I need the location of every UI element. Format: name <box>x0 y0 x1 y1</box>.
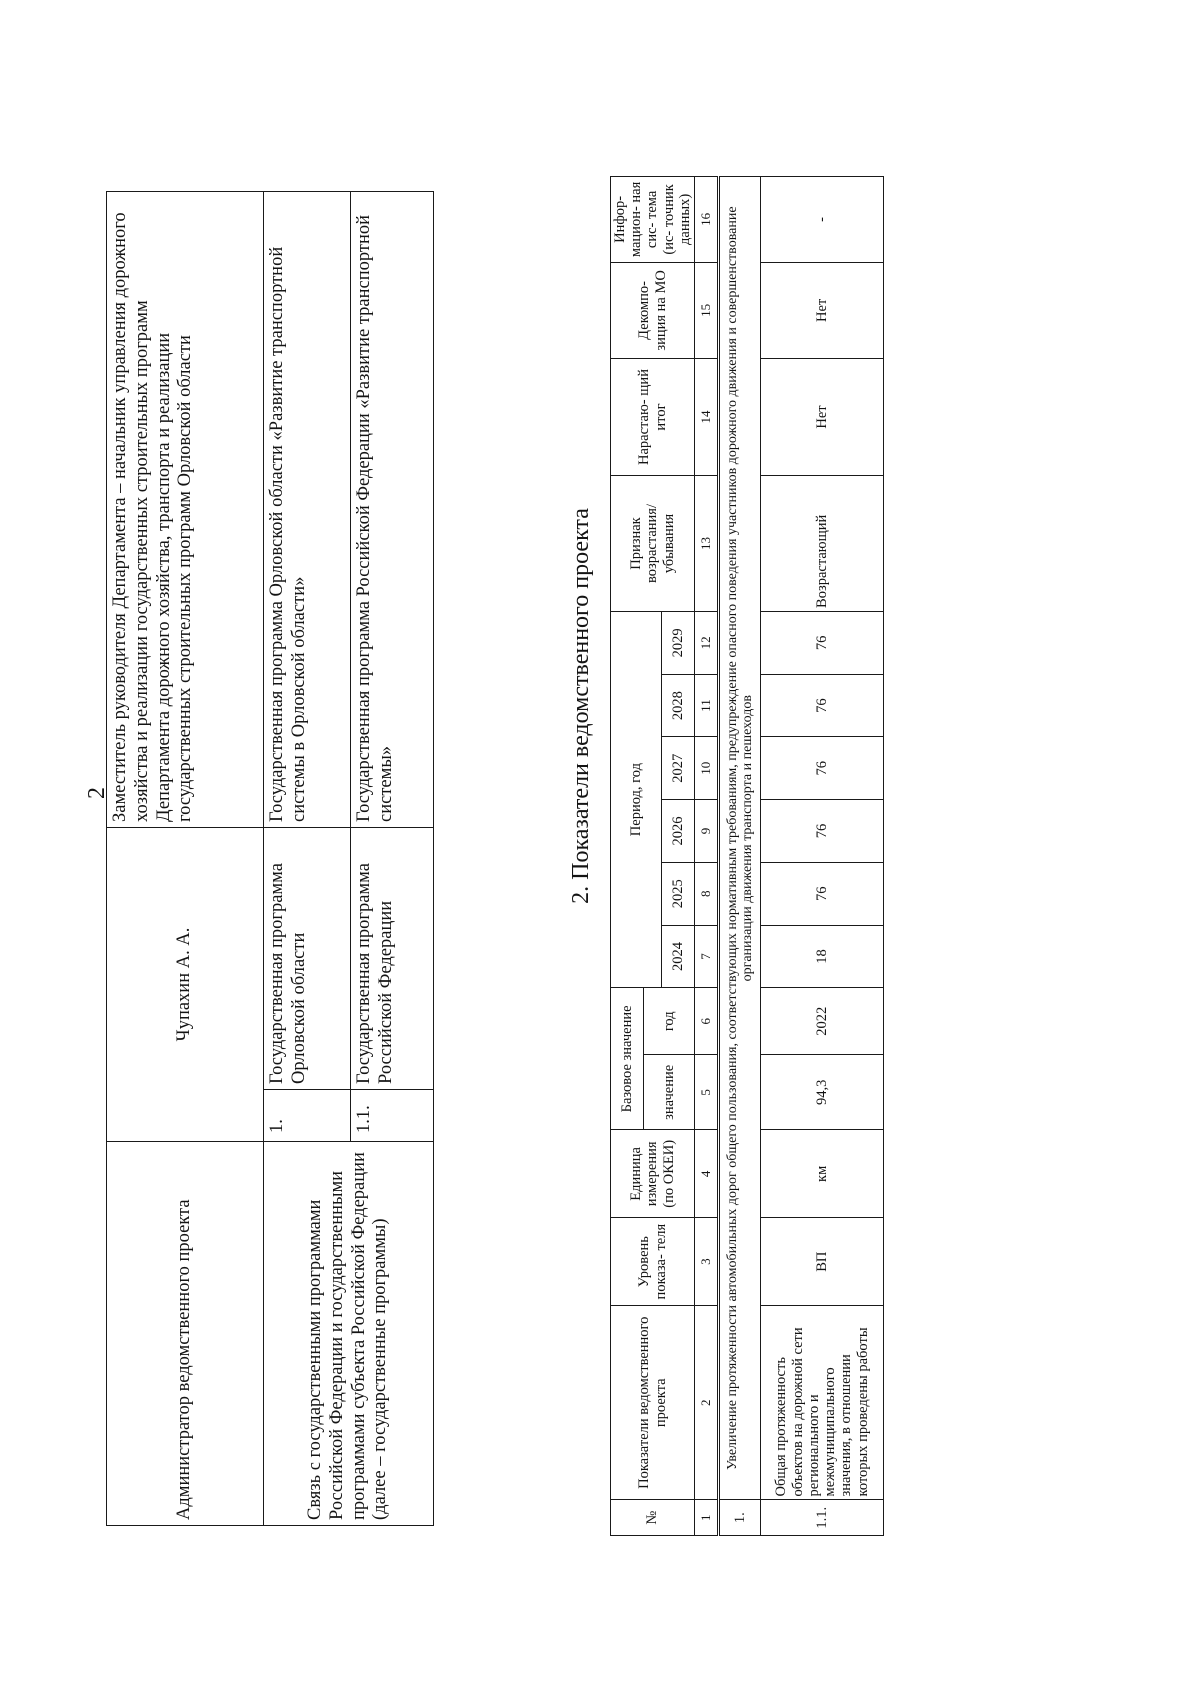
table-row <box>761 177 884 1536</box>
row-number: 1.1. <box>761 1500 884 1536</box>
row-base-year: 2022 <box>761 988 884 1055</box>
goal-number: 1. <box>719 1500 761 1536</box>
table-row <box>107 192 264 1526</box>
row-decomposition: Нет <box>761 262 884 358</box>
administrator-position: Заместитель руководителя Департамента – начальник управления дорожного хозяйства и реализации государственных строительных программ Департамента дорожного хозяйства, транспорта и реализации государственных строительных программ Орловской области <box>107 192 264 828</box>
row-unit: км <box>761 1130 884 1218</box>
column-number: 7 <box>695 925 719 988</box>
column-number: 8 <box>695 862 719 925</box>
header-decomposition: Декомпо- зиция на МО <box>611 262 695 358</box>
column-number: 10 <box>695 737 719 800</box>
header-year: 2024 <box>662 925 695 988</box>
header-year: 2029 <box>662 611 695 674</box>
program-number: 1. <box>264 1090 351 1142</box>
programs-link-label: Связь с государственными программами Российской Федерации и государственными программами субъекта Российской Федерации (далее – государственные программы) <box>264 1142 434 1526</box>
header-year: 2026 <box>662 800 695 863</box>
row-level: ВП <box>761 1218 884 1306</box>
header-base-value: Базовое значение <box>611 988 644 1130</box>
goal-text: Увеличение протяженности автомобильных дорог общего пользования, соответствующих нормативным требованиям, предупреждение опасного поведения участников дорожного движения и совершенствование организации движения транспорта и пешеходов <box>719 177 761 1500</box>
column-numbers-row <box>695 177 719 1536</box>
column-number: 1 <box>695 1500 719 1536</box>
header-trend: Признак возрастания/ убывания <box>611 476 695 612</box>
goal-row <box>719 177 761 1536</box>
column-number: 16 <box>695 177 719 263</box>
row-info-system: - <box>761 177 884 263</box>
header-year: 2027 <box>662 737 695 800</box>
row-year-value: 76 <box>761 674 884 737</box>
column-number: 11 <box>695 674 719 737</box>
header-row <box>611 177 644 1536</box>
program-name: Государственная программа Российской Федерации <box>351 828 434 1090</box>
header-base-value-value: значение <box>644 1055 695 1130</box>
program-title: Государственная программа Орловской области «Развитие транспортной системы в Орловской области» <box>264 192 351 828</box>
header-indicator: Показатели ведомственного проекта <box>611 1306 695 1500</box>
column-number: 9 <box>695 800 719 863</box>
header-year: 2025 <box>662 862 695 925</box>
section-heading: 2. Показатели ведомственного проекта <box>568 508 594 904</box>
row-year-value: 76 <box>761 611 884 674</box>
column-number: 5 <box>695 1055 719 1130</box>
column-number: 12 <box>695 611 719 674</box>
column-number: 3 <box>695 1218 719 1306</box>
header-unit: Единица измерения (по ОКЕИ) <box>611 1130 695 1218</box>
administrator-label: Администратор ведомственного проекта <box>107 1142 264 1526</box>
header-base-value-year: год <box>644 988 695 1055</box>
row-year-value: 76 <box>761 737 884 800</box>
program-name: Государственная программа Орловской области <box>264 828 351 1090</box>
program-title: Государственная программа Российской Федерации «Развитие транспортной системы» <box>351 192 434 828</box>
row-indicator: Общая протяженность объектов на дорожной сети регионального и межмуниципального значения, в отношении которых проведены работы <box>761 1306 884 1500</box>
column-number: 4 <box>695 1130 719 1218</box>
column-number: 6 <box>695 988 719 1055</box>
table-row <box>264 192 351 1526</box>
column-number: 2 <box>695 1306 719 1500</box>
column-number: 14 <box>695 358 719 475</box>
column-number: 15 <box>695 262 719 358</box>
administrator-name: Чупахин А. А. <box>107 828 264 1142</box>
header-cumulative: Нарастаю- щий итог <box>611 358 695 475</box>
header-period: Период, год <box>611 611 662 987</box>
row-base-value: 94,3 <box>761 1055 884 1130</box>
row-year-value: 76 <box>761 800 884 863</box>
column-number: 13 <box>695 476 719 612</box>
header-num: № <box>611 1500 695 1536</box>
row-trend: Возрастающий <box>761 476 884 612</box>
indicators-table <box>610 176 884 1536</box>
row-cumulative: Нет <box>761 358 884 475</box>
header-year: 2028 <box>662 674 695 737</box>
program-number: 1.1. <box>351 1090 434 1142</box>
row-year-value: 18 <box>761 925 884 988</box>
project-info-table <box>106 191 434 1526</box>
header-info-system: Инфор- мацион- ная сис- тема (ис- точник данных) <box>611 177 695 263</box>
header-level: Уровень показа- теля <box>611 1218 695 1306</box>
page-number: 2 <box>84 787 110 799</box>
row-year-value: 76 <box>761 862 884 925</box>
